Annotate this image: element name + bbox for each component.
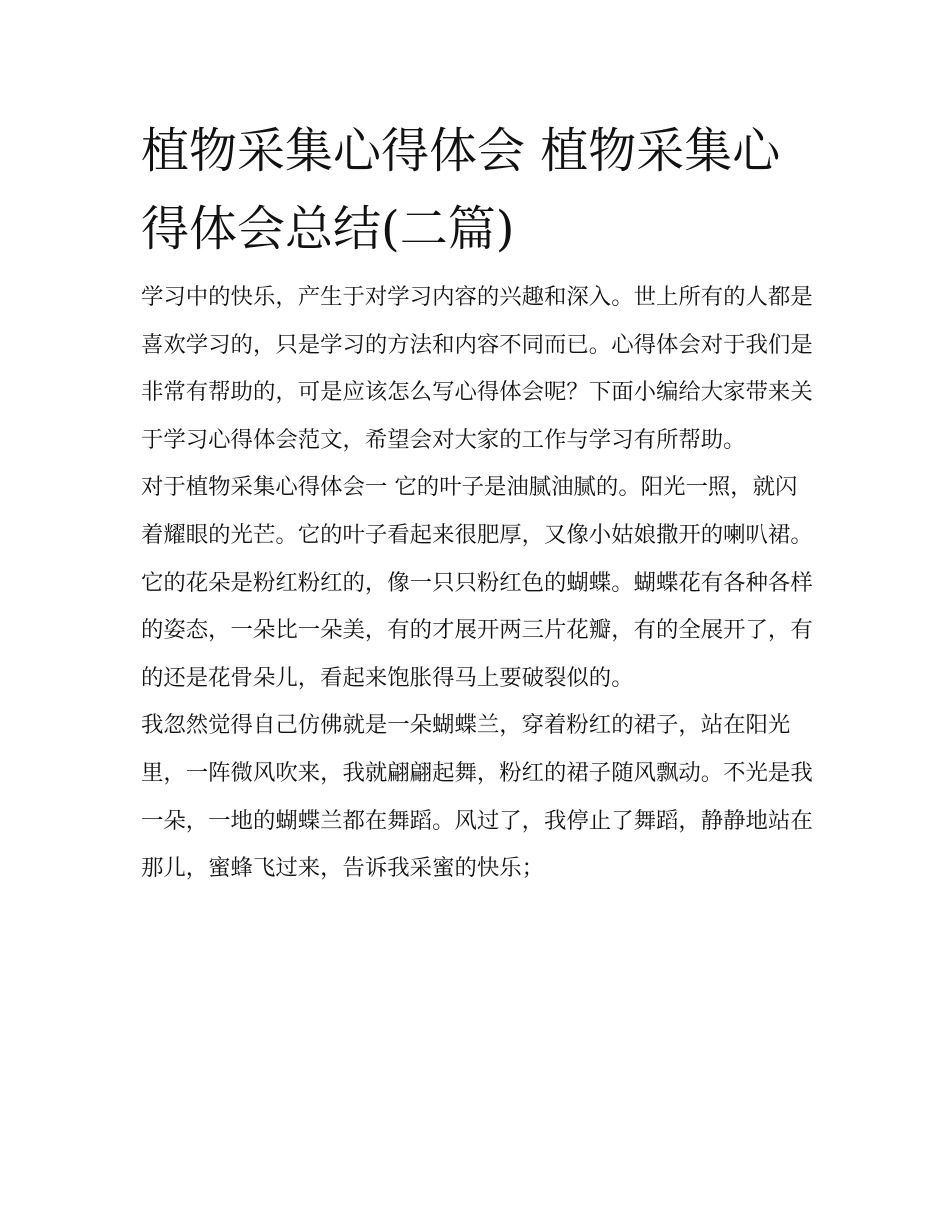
document-page bbox=[141, 112, 813, 893]
document-body bbox=[141, 274, 813, 893]
paragraph-leaves: 对于植物采集心得体会一 它的叶子是油腻油腻的。阳光一照，就闪着耀眼的光芒。它的叶子看起来很肥厚，又像小姑娘撒开的喇叭裙。 bbox=[141, 474, 813, 548]
paragraph-imagination: 我忽然觉得自己仿佛就是一朵蝴蝶兰，穿着粉红的裙子，站在阳光里，一阵微风吹来，我就翩翩起舞，粉红的裙子随风飘动。不光是我一朵，一地的蝴蝶兰都在舞蹈。风过了，我停止了舞蹈，静静地站在那儿，蜜蜂飞过来，告诉我采蜜的快乐； bbox=[141, 712, 813, 882]
paragraph-flowers: 它的花朵是粉红粉红的，像一只只粉红色的蝴蝶。蝴蝶花有各种各样的姿态，一朵比一朵美，有的才展开两三片花瓣，有的全展开了，有的还是花骨朵儿，看起来饱胀得马上要破裂似的。 bbox=[141, 569, 813, 691]
document-title: 植物采集心得体会 植物采集心得体会总结(二篇) bbox=[141, 123, 781, 257]
paragraph-intro: 学习中的快乐，产生于对学习内容的兴趣和深入。世上所有的人都是喜欢学习的，只是学习的方法和内容不同而已。心得体会对于我们是非常有帮助的，可是应该怎么写心得体会呢？下面小编给大家带来关于学习心得体会范文，希望会对大家的工作与学习有所帮助。 bbox=[141, 284, 813, 453]
